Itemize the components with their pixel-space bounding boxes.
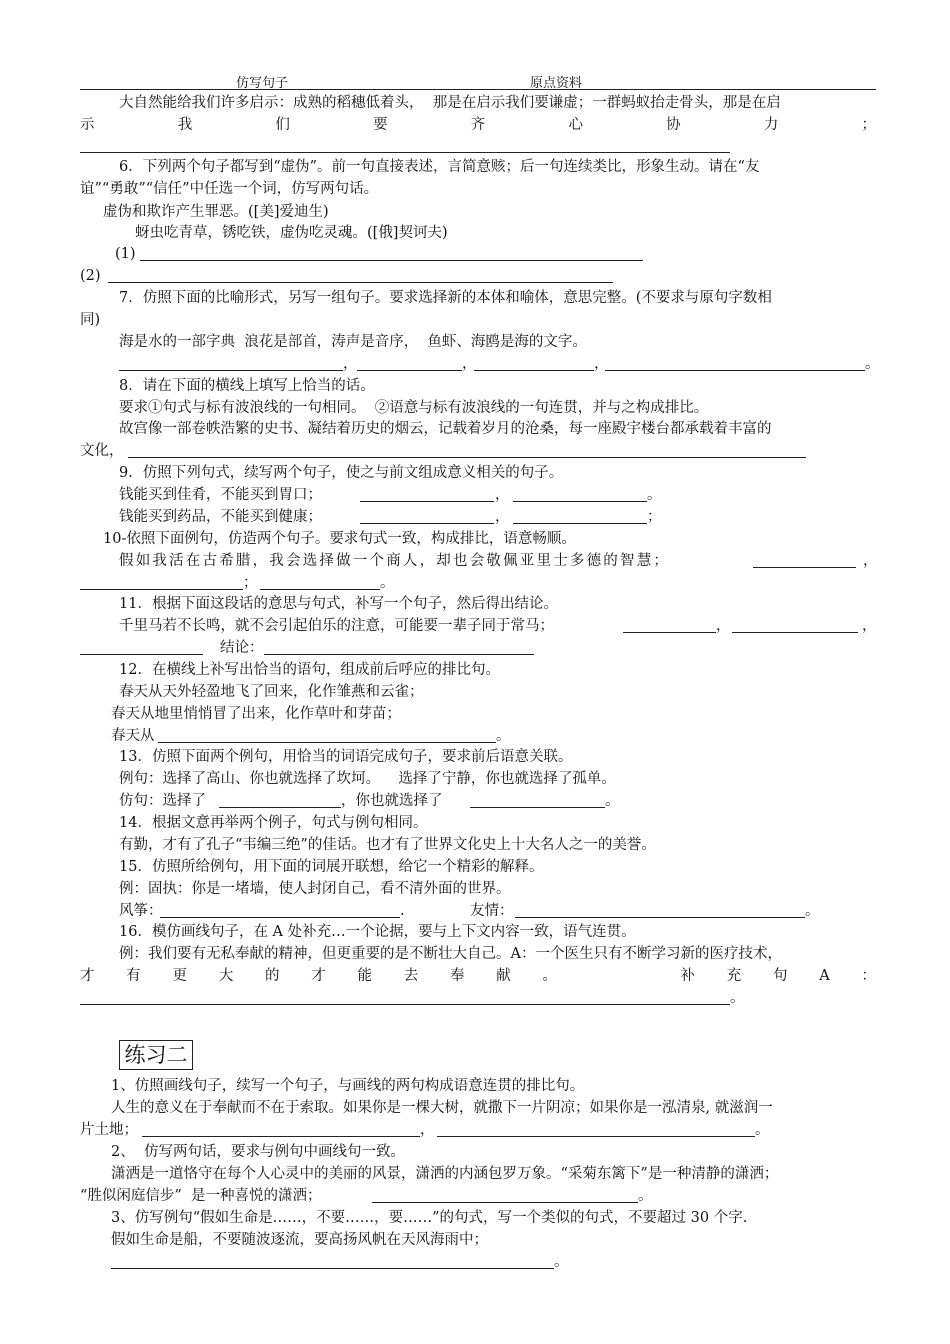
- answer-blank[interactable]: [219, 807, 341, 808]
- answer-blank[interactable]: [605, 370, 865, 371]
- text-line: 故宫像一部卷帙浩繁的史书、凝结着历史的烟云，记载着岁月的沧桑，每一座殿宇楼台都承载着丰富的: [119, 421, 772, 437]
- text-line: 仿句：选择了: [119, 793, 206, 809]
- punct: ，: [462, 356, 477, 372]
- punct: ，: [420, 1122, 435, 1138]
- conclusion-label: 结论：: [220, 640, 264, 656]
- answer-blank[interactable]: [111, 1268, 554, 1269]
- answer-blank[interactable]: [142, 1136, 420, 1137]
- punct: ，: [495, 487, 510, 503]
- question-6: 6．下列两个句子都写到“虚伪”。前一句直接表述，言简意赅；后一句连续类比，形象生动。请在“友: [119, 159, 760, 175]
- justified-line: 示 我 们 要 齐 心 协 力 ；: [80, 117, 876, 133]
- answer-blank[interactable]: [80, 589, 243, 590]
- punct: ，: [343, 356, 358, 372]
- punct: 。: [730, 990, 745, 1006]
- punct: ，: [594, 356, 609, 372]
- header-left: 仿写句子: [236, 76, 289, 91]
- exercise-2-title: 练习二: [119, 1040, 193, 1070]
- question-7: 7．仿照下面的比喻形式，另写一组句子。要求选择新的本体和喻体，意思完整。(不要求与原句字数相: [119, 290, 772, 306]
- answer-blank[interactable]: [360, 523, 494, 524]
- answer-blank[interactable]: [360, 501, 494, 502]
- text-line: 片土地；: [80, 1122, 138, 1138]
- text-line: 要求①句式与标有波浪线的一句相同。 ②语意与标有波浪线的一句连贯，并与之构成排比。: [119, 400, 709, 416]
- punct: 。: [554, 1254, 569, 1270]
- punct: 。: [865, 356, 880, 372]
- question-10: 10-依照下面例句，仿造两个句子。要求句式一致，构成排比，语意畅顺。: [103, 531, 576, 547]
- question-9: 9．仿照下列句式，续写两个句子，使之与前文组成意义相关的句子。: [119, 465, 564, 481]
- answer-blank[interactable]: [80, 152, 730, 153]
- answer-blank[interactable]: [513, 523, 647, 524]
- answer-blank[interactable]: [357, 370, 462, 371]
- question-12: 12．在横线上补写出恰当的语句，组成前后呼应的排比句。: [119, 662, 500, 678]
- punct: ，: [863, 553, 878, 569]
- blank-label: (1): [115, 246, 136, 262]
- punct: .: [400, 903, 405, 919]
- text-line: 友情：: [470, 903, 514, 919]
- punct: 。: [380, 575, 395, 591]
- question-8: 8．请在下面的横线上填写上恰当的话。: [119, 378, 375, 394]
- blank-label: (2): [80, 268, 101, 284]
- answer-blank[interactable]: [372, 1202, 638, 1203]
- punct: ；: [647, 509, 662, 525]
- text-line: 大自然能给我们许多启示：成熟的稻穗低着头， 那是在启示我们要谦虚；一群蚂蚁抬走骨头，那是在启: [119, 95, 781, 111]
- answer-blank[interactable]: [119, 370, 343, 371]
- text-line: “胜似闲庭信步” 是一种喜悦的潇洒；: [80, 1188, 322, 1204]
- quote-line: 蚜虫吃青草，锈吃铁，虚伪吃灵魂。([俄]契诃夫): [135, 225, 448, 241]
- example-line: 例：固执：你是一堵墙，使人封闭自己，看不清外面的世界。: [119, 881, 511, 897]
- exercise-2-q3: 3、仿写例句“假如生命是……，不要……，要……”的句式，写一个类似的句式，不要超过 30 个字.: [111, 1210, 748, 1226]
- answer-blank[interactable]: [623, 632, 716, 633]
- quote-line: 虚伪和欺诈产生罪恶。([美]爱迪生): [103, 204, 329, 220]
- text-line: 钱能买到佳肴，不能买到胃口；: [119, 487, 322, 503]
- text-line: 例：我们要有无私奉献的精神，但更重要的是不断壮大自己。A：一个医生只有不断学习新的医疗技术，: [119, 946, 782, 962]
- justified-line: 才 有 更 大 的 才 能 去 奉 献 。 补 充 句 A ：: [80, 968, 876, 984]
- text-line: 钱能买到药品，不能买到健康；: [119, 509, 322, 525]
- exercise-2-q1: 1、仿照画线句子，续写一个句子，与画线的两句构成语意连贯的排比句。: [111, 1078, 585, 1094]
- text-line: ，你也就选择了: [341, 793, 443, 809]
- question-13: 13．仿照下面两个例句，用恰当的词语完成句子，要求前后语意关联。: [119, 749, 573, 765]
- text-line: 谊”“勇敢”“信任”中任选一个词，仿写两句话。: [80, 181, 379, 197]
- text-line: 春天从: [111, 728, 155, 744]
- question-11: 11．根据下面这段话的意思与句式，补写一个句子，然后得出结论。: [119, 596, 558, 612]
- text-line: 文化，: [80, 443, 124, 459]
- question-16: 16．模仿画线句子，在 A 处补充…一个论据，要与上下文内容一致，语气连贯。: [119, 924, 636, 940]
- question-15: 15．仿照所给例句，用下面的词展开联想，给它一个精彩的解释。: [119, 859, 544, 875]
- answer-blank[interactable]: [140, 260, 643, 261]
- punct: 。: [647, 487, 662, 503]
- text-line: 有勤，才有了孔子“韦编三绝”的佳话。也才有了世界文化史上十大名人之一的美誉。: [119, 837, 656, 853]
- answer-blank[interactable]: [732, 632, 858, 633]
- text-line: 假如我活在古希腊，我会选择做一个商人，却也会敬佩亚里士多德的智慧；: [119, 553, 671, 569]
- answer-blank[interactable]: [437, 1136, 755, 1137]
- answer-blank[interactable]: [80, 654, 203, 655]
- punct: ，: [862, 618, 877, 634]
- question-14: 14．根据文意再举两个例子，句式与例句相同。: [119, 815, 428, 831]
- answer-blank[interactable]: [108, 282, 613, 283]
- exercise-2-q2: 2、 仿写两句话，要求与例句中画线句一致。: [111, 1144, 405, 1160]
- text-line: 假如生命是船，不要随波逐流，要高扬风帆在天风海雨中；: [111, 1232, 488, 1248]
- text-line: 春天从天外轻盈地飞了回来，化作雏燕和云雀；: [119, 684, 424, 700]
- answer-blank[interactable]: [260, 589, 380, 590]
- punct: ；: [243, 575, 258, 591]
- answer-blank[interactable]: [264, 654, 534, 655]
- punct: ，: [495, 509, 510, 525]
- answer-blank[interactable]: [513, 501, 647, 502]
- text-line: 同): [80, 312, 101, 328]
- punct: 。: [755, 1122, 770, 1138]
- answer-blank[interactable]: [753, 567, 856, 568]
- punct: ，: [716, 618, 731, 634]
- punct: 。: [805, 903, 820, 919]
- answer-blank[interactable]: [474, 370, 594, 371]
- header-rule: [80, 89, 876, 90]
- punct: 。: [496, 728, 511, 744]
- text-line: 春天从地里悄悄冒了出来，化作草叶和芽苗；: [111, 706, 401, 722]
- answer-blank[interactable]: [158, 742, 496, 743]
- answer-blank[interactable]: [128, 457, 806, 458]
- answer-blank[interactable]: [160, 917, 400, 918]
- text-line: 人生的意义在于奉献而不在于索取。如果你是一棵大树，就撒下一片阴凉；如果你是一泓清泉, 就滋润一: [111, 1100, 773, 1116]
- punct: 。: [605, 793, 620, 809]
- text-line: 风筝：: [119, 903, 163, 919]
- answer-blank[interactable]: [515, 917, 805, 918]
- answer-blank[interactable]: [80, 1004, 730, 1005]
- text-line: 潇洒是一道恪守在每个人心灵中的美丽的风景，潇洒的内涵包罗万象。“采菊东篱下”是一种清静的潇洒；: [111, 1166, 779, 1182]
- header-right: 原点资料: [530, 76, 583, 91]
- answer-blank[interactable]: [470, 807, 605, 808]
- example-line: 例句：选择了高山、你也就选择了坎坷。 选择了宁静，你也就选择了孤单。: [119, 771, 616, 787]
- punct: 。: [638, 1188, 653, 1204]
- example-line: 海是水的一部字典 浪花是部首，涛声是音序， 鱼虾、海鸥是海的文字。: [119, 334, 587, 350]
- text-line: 千里马若不长鸣，就不会引起伯乐的注意，可能要一辈子同于常马；: [119, 618, 554, 634]
